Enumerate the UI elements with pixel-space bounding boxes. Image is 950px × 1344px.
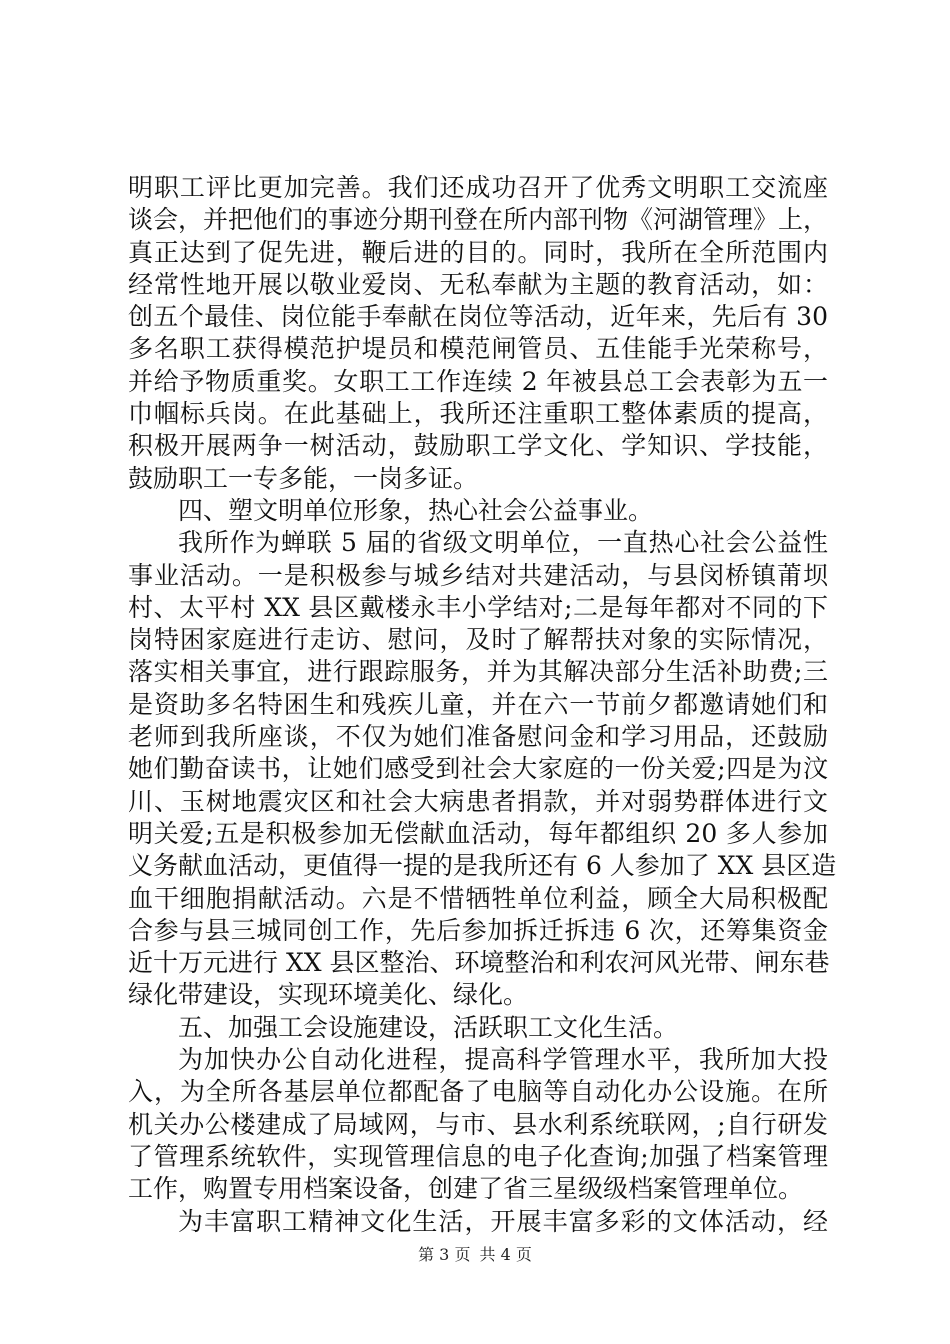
text-line: 为加快办公自动化进程，提高科学管理水平，我所加大投 [178, 1045, 828, 1075]
document-body [128, 172, 837, 1238]
text-line: 积极开展两争一树活动，鼓励职工学文化、学知识、学技能， [128, 431, 828, 461]
text-line: 血干细胞捐献活动。六是不惜牺牲单位利益，顾全大局积极配 [128, 883, 828, 913]
text-line: 了管理系统软件，实现管理信息的电子化查询;加强了档案管理 [128, 1141, 828, 1171]
text-line: 义务献血活动，更值得一提的是我所还有 6 人参加了 XX 县区造 [128, 851, 837, 881]
text-line: 经常性地开展以敬业爱岗、无私奉献为主题的教育活动，如： [128, 269, 828, 299]
text-line: 为丰富职工精神文化生活，开展丰富多彩的文体活动，经 [178, 1206, 828, 1236]
text-line: 合参与县三城同创工作，先后参加拆迁拆违 6 次，还筹集资金 [128, 915, 828, 945]
text-line: 我所作为蝉联 5 届的省级文明单位，一直热心社会公益性 [178, 528, 828, 558]
text-line: 明职工评比更加完善。我们还成功召开了优秀文明职工交流座 [128, 173, 828, 202]
text-line: 川、玉树地震灾区和社会大病患者捐款，并对弱势群体进行文 [128, 786, 828, 816]
text-line: 事业活动。一是积极参与城乡结对共建活动，与县闵桥镇莆坝 [128, 560, 828, 590]
text-line: 明关爱;五是积极参加无偿献血活动，每年都组织 20 多人参加 [128, 818, 828, 848]
page-total: 共 4 页 [479, 1245, 532, 1264]
text-line: 她们勤奋读书，让她们感受到社会大家庭的一份关爱;四是为汶 [128, 754, 828, 784]
text-line: 近十万元进行 XX 县区整治、环境整治和利农河风光带、闸东巷 [128, 948, 830, 978]
text-line: 五、加强工会设施建设，活跃职工文化生活。 [178, 1012, 679, 1042]
text-line: 真正达到了促先进，鞭后进的目的。同时，我所在全所范围内 [128, 237, 828, 267]
text-line: 机关办公楼建成了局域网，与市、县水利系统联网，;自行研发 [128, 1109, 828, 1139]
text-line: 四、塑文明单位形象，热心社会公益事业。 [178, 495, 654, 525]
text-line: 岗特困家庭进行走访、慰问，及时了解帮扶对象的实际情况， [128, 625, 828, 655]
text-line: 创五个最佳、岗位能手奉献在岗位等活动，近年来，先后有 30 [128, 302, 828, 332]
text-line: 并给予物质重奖。女职工工作连续 2 年被县总工会表彰为五一 [128, 366, 828, 396]
text-line: 巾帼标兵岗。在此基础上，我所还注重职工整体素质的提高， [128, 399, 828, 429]
text-line: 工作，购置专用档案设备，创建了省三星级级档案管理单位。 [128, 1174, 804, 1204]
page-footer [0, 1242, 950, 1265]
text-line: 入，为全所各基层单位都配备了电脑等自动化办公设施。在所 [128, 1077, 828, 1107]
text-line: 落实相关事宜，进行跟踪服务，并为其解决部分生活补助费;三 [128, 657, 828, 687]
text-line: 是资助多名特困生和残疾儿童，并在六一节前夕都邀请她们和 [128, 689, 828, 719]
text-line: 绿化带建设，实现环境美化、绿化。 [128, 980, 529, 1010]
text-line: 村、太平村 XX 县区戴楼永丰小学结对;二是每年都对不同的下 [128, 592, 828, 622]
text-line: 鼓励职工一专多能，一岗多证。 [128, 463, 479, 493]
page-number: 第 3 页 [418, 1245, 471, 1264]
text-line: 谈会，并把他们的事迹分期刊登在所内部刊物《河湖管理》上， [128, 205, 829, 235]
text-line: 多名职工获得模范护堤员和模范闸管员、五佳能手光荣称号， [128, 334, 828, 364]
text-line: 老师到我所座谈，不仅为她们准备慰问金和学习用品，还鼓励 [128, 722, 828, 752]
